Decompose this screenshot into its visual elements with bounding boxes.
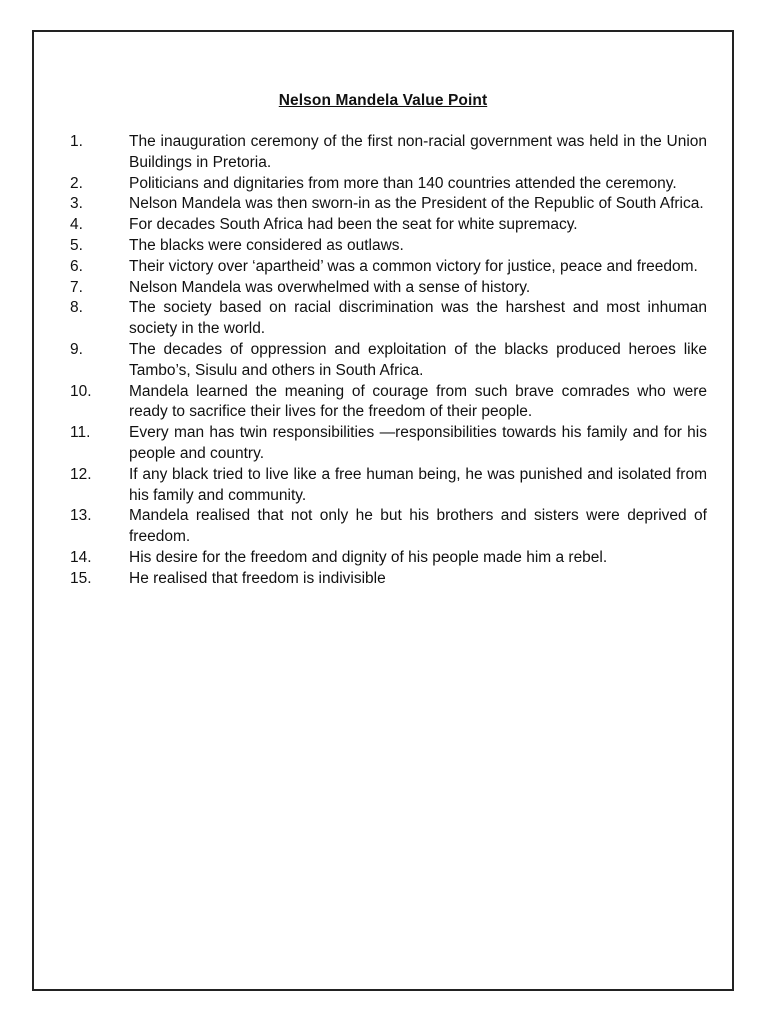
list-item: [70, 382, 707, 424]
list-item-text: The inauguration ceremony of the first non-racial government was held in the Union Buildings in Pretoria.: [129, 133, 707, 171]
list-item-number: 2.: [70, 174, 83, 192]
document-title: Nelson Mandela Value Point: [278, 92, 488, 109]
list-item-number: 12.: [70, 465, 92, 483]
list-item-text: For decades South Africa had been the seat for white supremacy.: [129, 216, 578, 234]
list-item-text: If any black tried to live like a free human being, he was punished and isolated from his family and community.: [129, 465, 707, 504]
list-item: [70, 236, 707, 257]
list-item-number: 1.: [70, 133, 83, 150]
list-item-number: 6.: [70, 257, 83, 275]
list-item: [70, 132, 707, 174]
list-item: [70, 506, 707, 548]
list-item-number: 9.: [70, 340, 83, 358]
list-item-text: Mandela learned the meaning of courage from such brave comrades who were ready to sacrifice their lives for the freedom of their people.: [129, 382, 707, 421]
list-item-number: 4.: [70, 216, 83, 234]
list-item-text: His desire for the freedom and dignity of his people made him a rebel.: [129, 548, 608, 566]
list-item-number: 5.: [70, 236, 83, 254]
list-item-number: 10.: [70, 382, 92, 400]
list-item: [70, 215, 707, 236]
list-item-text: Nelson Mandela was overwhelmed with a sense of history.: [129, 278, 531, 296]
list-item-text: He realised that freedom is indivisible: [129, 569, 386, 587]
list-item: [70, 257, 707, 278]
page-border: [32, 30, 734, 991]
list-item-text: Mandela realised that not only he but his brothers and sisters were deprived of freedom.: [129, 507, 707, 546]
list-item-number: 13.: [70, 507, 92, 525]
list-item-text: Every man has twin responsibilities —responsibilities towards his family and for his people and country.: [129, 424, 707, 462]
list-item-number: 3.: [70, 195, 83, 213]
list-item-number: 15.: [70, 569, 92, 587]
list-item: [70, 174, 707, 195]
list-item: [70, 278, 707, 299]
list-item-text: Nelson Mandela was then sworn-in as the President of the Republic of South Africa.: [129, 195, 704, 213]
list-item-text: The society based on racial discrimination was the harshest and most inhuman society in the world.: [129, 299, 707, 338]
list-item: [70, 298, 707, 340]
list-item: [70, 569, 707, 590]
list-item-text: The decades of oppression and exploitation of the blacks produced heroes like Tambo’s, Sisulu and others in South Africa.: [129, 340, 707, 379]
list-item: [70, 465, 707, 507]
list-item-text: Their victory over ‘apartheid’ was a common victory for justice, peace and freedom.: [129, 257, 698, 275]
list-item-number: 7.: [70, 278, 83, 296]
list-item-number: 11.: [70, 424, 91, 442]
list-item-number: 8.: [70, 299, 83, 317]
list-item: [70, 340, 707, 382]
list-item: [70, 423, 707, 465]
list-item-text: Politicians and dignitaries from more than 140 countries attended the ceremony.: [129, 174, 677, 192]
value-point-list: [70, 132, 707, 590]
list-item: [70, 548, 707, 569]
list-item-text: The blacks were considered as outlaws.: [129, 236, 404, 254]
list-item-number: 14.: [70, 548, 92, 566]
list-item: [70, 194, 707, 215]
